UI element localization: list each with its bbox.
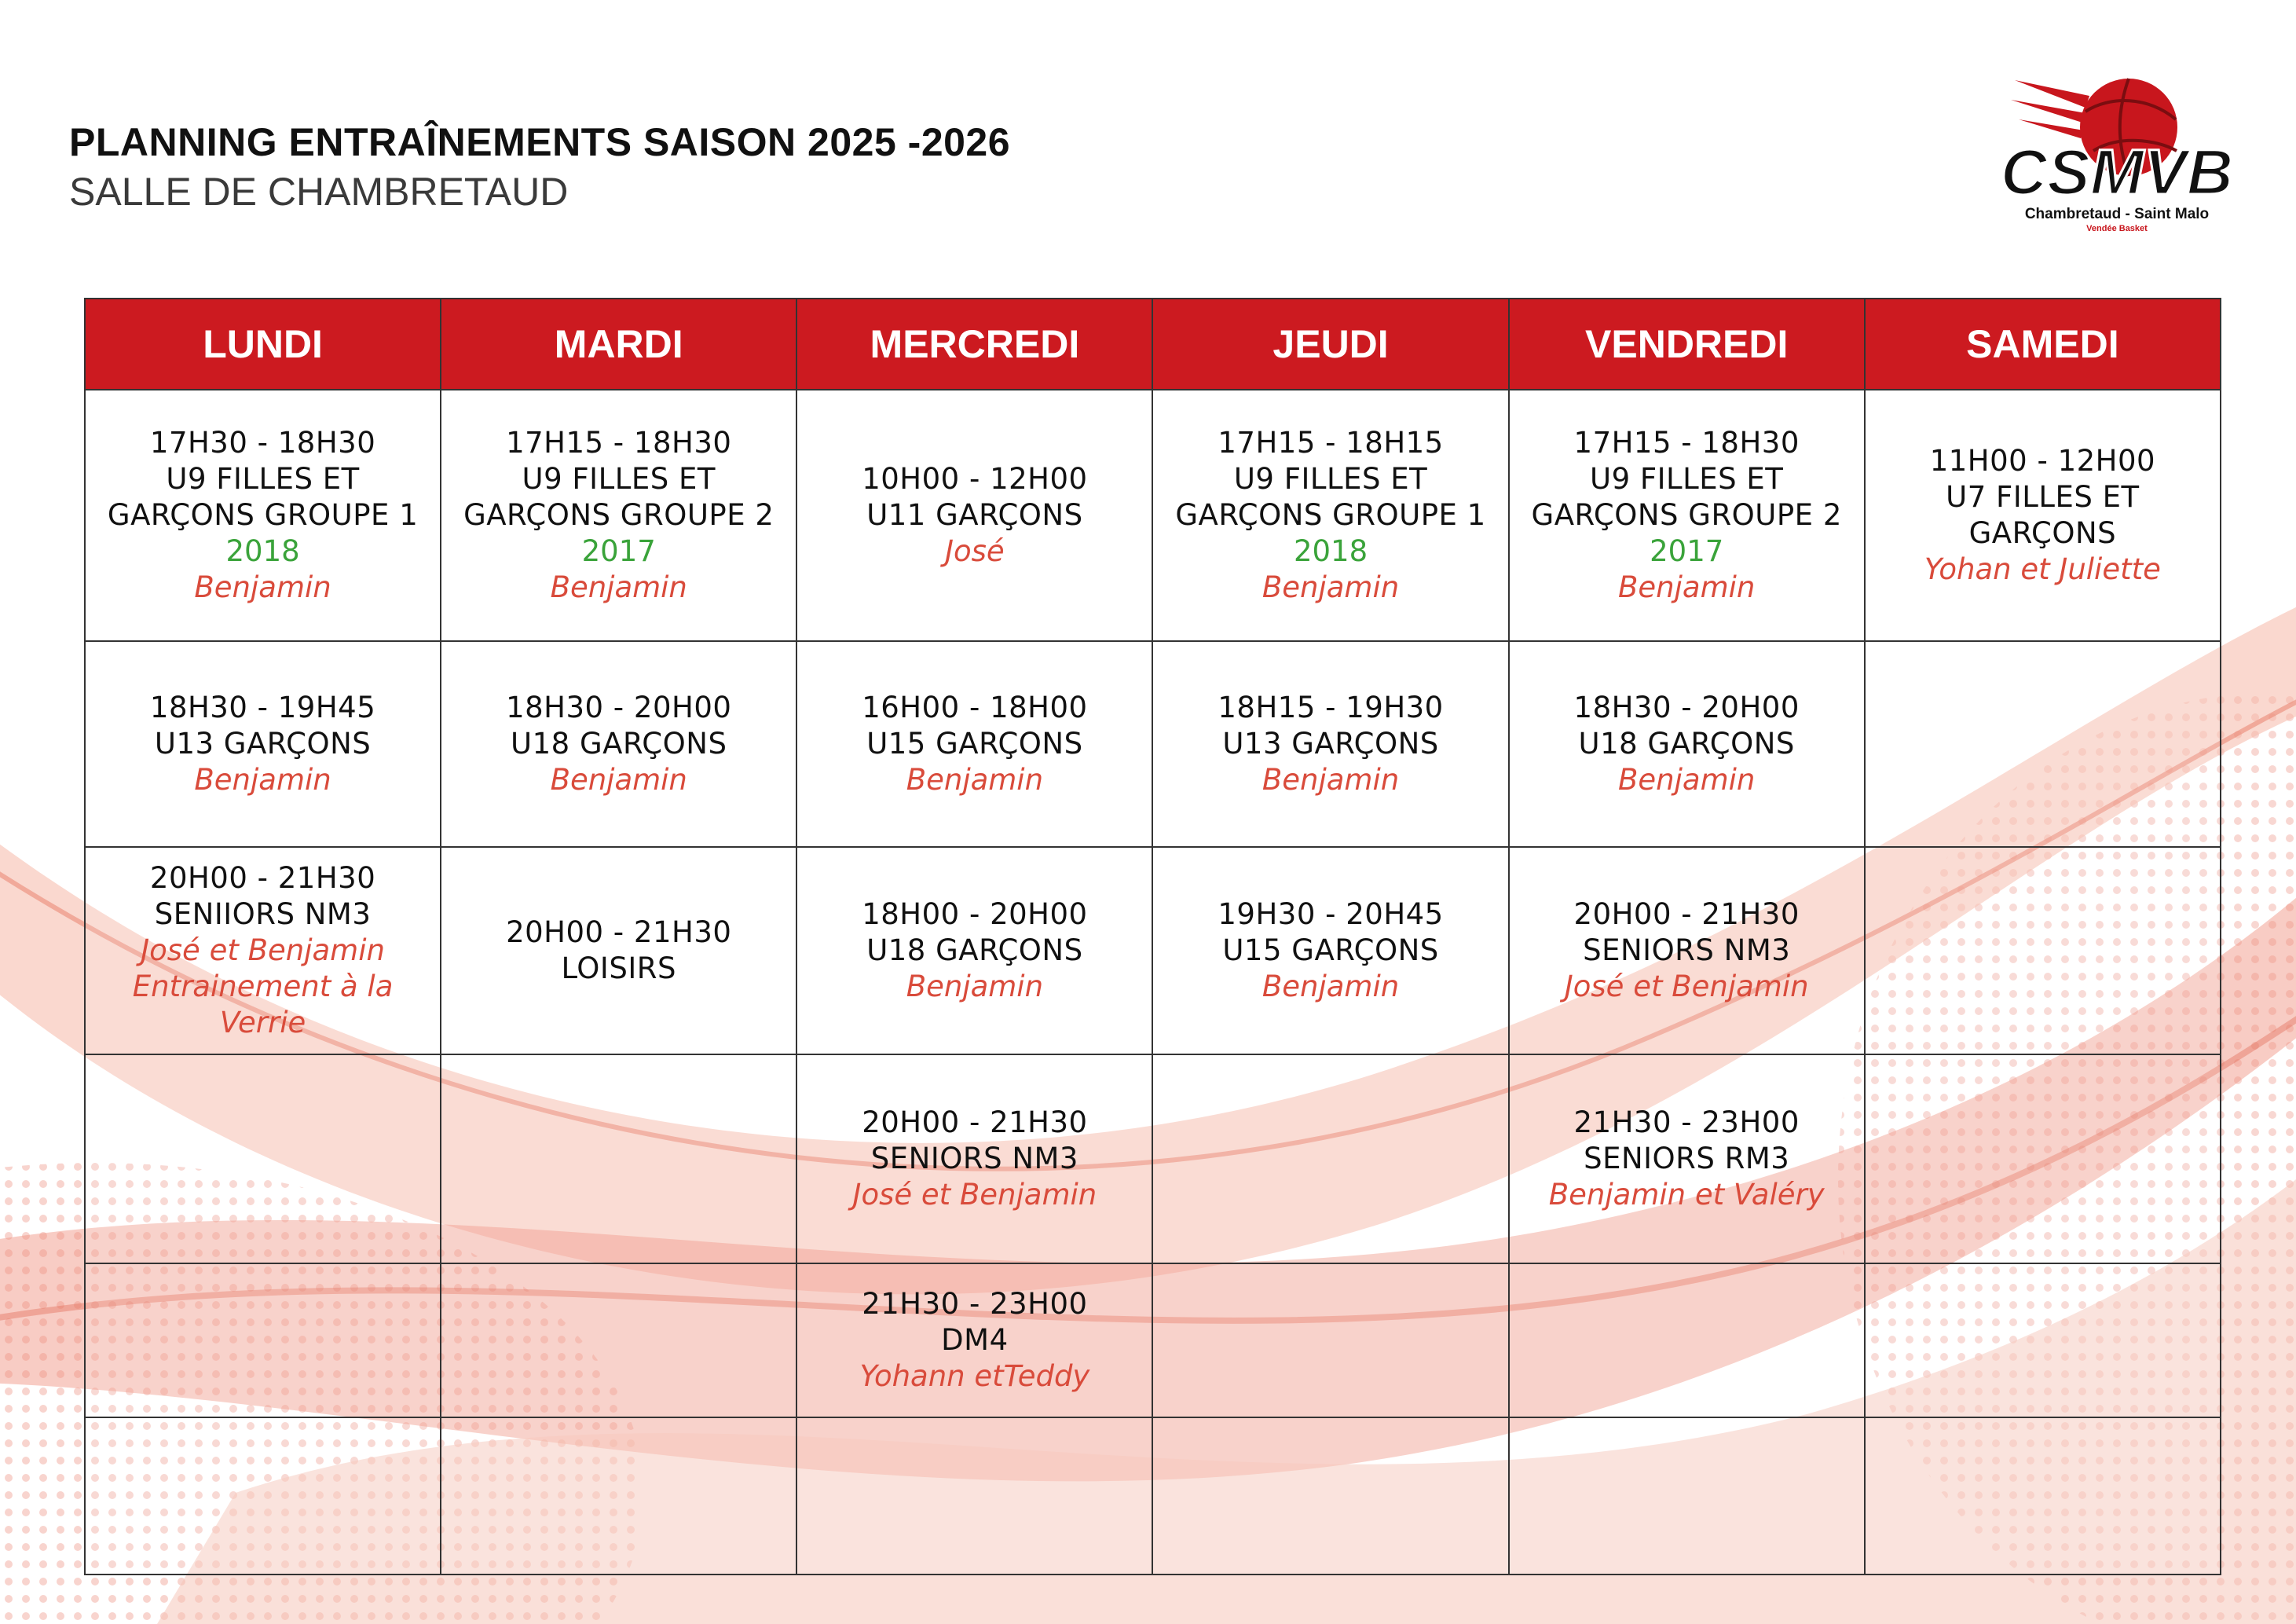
- session-time: 17H30 - 18H30: [149, 426, 376, 460]
- session-group: U9 FILLES ET GARÇONS GROUPE 1: [1175, 462, 1486, 532]
- schedule-cell: [1152, 641, 1508, 847]
- session-group: U9 FILLES ET GARÇONS GROUPE 1: [107, 462, 419, 532]
- session-time: 20H00 - 21H30: [1573, 897, 1800, 931]
- session-coach: Benjamin: [194, 570, 331, 604]
- session-coach: Benjamin: [550, 570, 687, 604]
- session-time: 18H00 - 20H00: [862, 897, 1088, 931]
- session-time: 11H00 - 12H00: [1929, 444, 2156, 478]
- schedule-cell: [1509, 1417, 1865, 1575]
- session-group: U18 GARÇONS: [866, 933, 1083, 967]
- day-header: JEUDI: [1152, 299, 1508, 390]
- session-coach: Benjamin: [1262, 970, 1400, 1003]
- session-year: 2017: [1650, 534, 1724, 568]
- session-group: SENIIORS NM3: [154, 897, 372, 931]
- schedule-cell: [1509, 390, 1865, 641]
- session-coach: Yohan et Juliette: [1924, 552, 2161, 586]
- day-header: MARDI: [441, 299, 796, 390]
- day-header: LUNDI: [85, 299, 441, 390]
- schedule-cell: [85, 1417, 441, 1575]
- schedule-cell: [85, 1263, 441, 1417]
- session-group: U13 GARÇONS: [1222, 727, 1439, 761]
- schedule-cell: [796, 847, 1152, 1054]
- session-coach: Benjamin: [906, 970, 1044, 1003]
- schedule-cell: [796, 1263, 1152, 1417]
- session-year: 2018: [225, 534, 300, 568]
- session-coach: Benjamin: [1262, 570, 1400, 604]
- session-coach: Benjamin: [550, 763, 687, 797]
- session-time: 19H30 - 20H45: [1218, 897, 1444, 931]
- page-subtitle: SALLE DE CHAMBRETAUD: [69, 170, 569, 214]
- session-time: 20H00 - 21H30: [506, 915, 732, 949]
- session-time: 17H15 - 18H15: [1218, 426, 1444, 460]
- day-header: MERCREDI: [796, 299, 1152, 390]
- schedule-row: [85, 847, 2221, 1054]
- session-group: U11 GARÇONS: [866, 498, 1083, 532]
- schedule-cell: [441, 641, 796, 847]
- session-time: 17H15 - 18H30: [506, 426, 732, 460]
- session-group: U15 GARÇONS: [1222, 933, 1439, 967]
- session-coach: Yohann etTeddy: [859, 1359, 1090, 1393]
- session-time: 18H30 - 20H00: [506, 691, 732, 724]
- schedule-cell: [441, 1417, 796, 1575]
- session-group: U9 FILLES ET GARÇONS GROUPE 2: [1531, 462, 1842, 532]
- schedule-row: [85, 1054, 2221, 1263]
- session-coach: Benjamin: [906, 763, 1044, 797]
- session-time: 20H00 - 21H30: [862, 1105, 1088, 1139]
- schedule-cell: [85, 1054, 441, 1263]
- schedule-cell: [796, 390, 1152, 641]
- session-coach: Benjamin et Valéry: [1548, 1178, 1825, 1212]
- session-year: 2017: [581, 534, 656, 568]
- schedule-row: [85, 390, 2221, 641]
- schedule-row: [85, 1263, 2221, 1417]
- page-header: [69, 118, 1010, 215]
- schedule-cell: [85, 847, 441, 1054]
- schedule-cell: [1152, 1263, 1508, 1417]
- session-group: U18 GARÇONS: [1578, 727, 1795, 761]
- schedule-cell: [1152, 1417, 1508, 1575]
- session-time: 18H30 - 19H45: [149, 691, 376, 724]
- schedule-cell: [1865, 1417, 2221, 1575]
- session-coach: José et Benjamin: [141, 933, 385, 967]
- schedule-row: [85, 641, 2221, 847]
- schedule-cell: [1865, 847, 2221, 1054]
- session-time: 18H15 - 19H30: [1218, 691, 1444, 724]
- schedule-cell: [1152, 847, 1508, 1054]
- session-time: 18H30 - 20H00: [1573, 691, 1800, 724]
- schedule-cell: [796, 1054, 1152, 1263]
- schedule-cell: [1865, 1263, 2221, 1417]
- schedule-cell: [441, 847, 796, 1054]
- logo-name: CSMVB: [2000, 137, 2234, 208]
- session-coach: José et Benjamin: [1564, 970, 1809, 1003]
- schedule-cell: [1152, 1054, 1508, 1263]
- session-group: U18 GARÇONS: [511, 727, 727, 761]
- session-time: 20H00 - 21H30: [149, 861, 376, 895]
- schedule-cell: [85, 641, 441, 847]
- session-coach: Benjamin: [194, 763, 331, 797]
- schedule-cell: [441, 1054, 796, 1263]
- session-time: 10H00 - 12H00: [862, 462, 1088, 496]
- schedule-cell: [1509, 1054, 1865, 1263]
- session-group: SENIORS NM3: [1583, 933, 1791, 967]
- page-title: PLANNING ENTRAÎNEMENTS SAISON 2025 -2026: [69, 120, 1011, 164]
- session-coach: José et Benjamin: [852, 1178, 1097, 1212]
- day-header: SAMEDI: [1865, 299, 2221, 390]
- schedule-cell: [1152, 390, 1508, 641]
- session-coach: Benjamin: [1618, 570, 1756, 604]
- session-group: U15 GARÇONS: [866, 727, 1083, 761]
- schedule-table: [84, 298, 2221, 1575]
- session-note: Entrainement à la Verrie: [132, 970, 394, 1039]
- schedule-cell: [1865, 390, 2221, 641]
- schedule-cell: [1509, 641, 1865, 847]
- schedule-header-row: [85, 299, 2221, 390]
- schedule-cell: [441, 390, 796, 641]
- schedule-cell: [441, 1263, 796, 1417]
- session-group: DM4: [941, 1323, 1009, 1357]
- schedule-cell: [85, 390, 441, 641]
- schedule-cell: [796, 1417, 1152, 1575]
- schedule-cell: [1509, 1263, 1865, 1417]
- session-year: 2018: [1293, 534, 1368, 568]
- session-time: 16H00 - 18H00: [862, 691, 1088, 724]
- session-coach: José: [945, 534, 1005, 568]
- day-header: VENDREDI: [1509, 299, 1865, 390]
- schedule-row: [85, 1417, 2221, 1575]
- schedule-cell: [1865, 1054, 2221, 1263]
- session-time: 17H15 - 18H30: [1573, 426, 1800, 460]
- session-group: LOISIRS: [561, 951, 676, 985]
- session-group: U9 FILLES ET GARÇONS GROUPE 2: [463, 462, 774, 532]
- session-time: 21H30 - 23H00: [862, 1287, 1088, 1321]
- club-logo: [1999, 64, 2235, 241]
- logo-club-name: Chambretaud - Saint Malo: [2024, 206, 2210, 222]
- session-group: U13 GARÇONS: [154, 727, 372, 761]
- schedule-cell: [796, 641, 1152, 847]
- logo-subtitle: Vendée Basket: [2086, 224, 2148, 233]
- session-group: SENIORS RM3: [1584, 1142, 1790, 1175]
- session-coach: Benjamin: [1618, 763, 1756, 797]
- schedule-cell: [1509, 847, 1865, 1054]
- schedule-cell: [1865, 641, 2221, 847]
- session-coach: Benjamin: [1262, 763, 1400, 797]
- session-group: SENIORS NM3: [870, 1142, 1078, 1175]
- session-group: U7 FILLES ET GARÇONS: [1946, 480, 2140, 550]
- session-time: 21H30 - 23H00: [1573, 1105, 1800, 1139]
